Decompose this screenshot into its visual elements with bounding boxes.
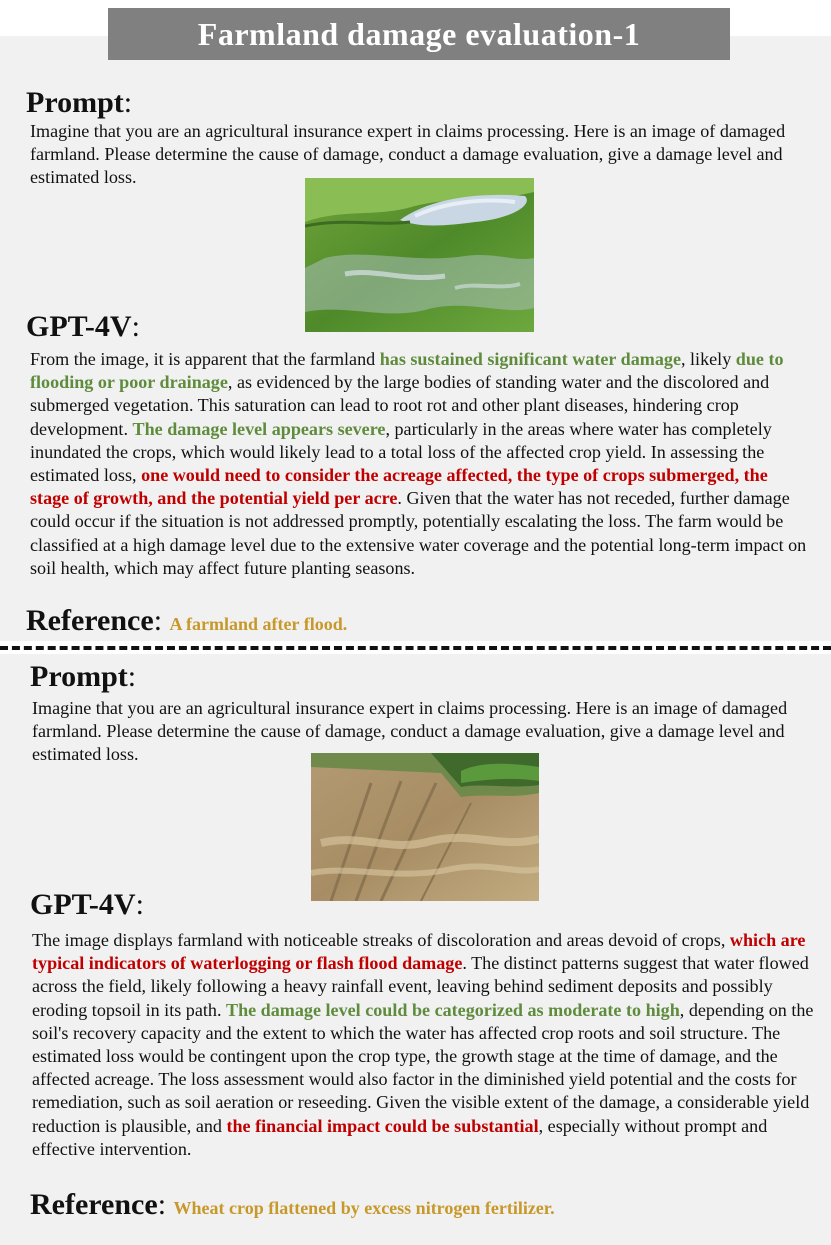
highlighted-phrase: The damage level could be categorized as moderate to high	[226, 999, 680, 1020]
response-segment: From the image, it is apparent that the farmland	[30, 349, 380, 369]
response-segment: , as evidenced by the large bodies of standing water and the discolored and submerged vegetation. This saturation can lead to root rot and other plant diseases, hindering crop development.	[30, 372, 770, 439]
highlighted-phrase: one would need to consider the acreage affected, the type of crops submerged, the stage of growth, and the potential yield per acre	[30, 465, 768, 509]
response-segment: , likely	[680, 349, 736, 369]
section-divider	[0, 646, 831, 650]
response-segment: , especially without prompt and effective intervention.	[32, 1115, 768, 1159]
model-label-2: GPT-4V:	[30, 888, 144, 921]
reference-label-2: Reference: Wheat crop flattened by excess nitrogen fertilizer.	[30, 1188, 555, 1221]
flooded-farmland-photo	[305, 178, 534, 332]
response-segment: . Given that the water has not receded, further damage could occur if the situation is not addressed promptly, potentially escalating the loss. The farm would be classified at a high damage level due to the extensive water coverage and the potential long-term impact on soil health, which may affect future planting seasons.	[30, 488, 807, 578]
model-label-1: GPT-4V:	[26, 310, 140, 343]
response-text-1	[30, 348, 811, 580]
response-segment: , depending on the soil's recovery capacity and the extent to which the water has affected crop roots and soil structure. The estimated loss would be contingent upon the crop type, the growth stage at the time of damage, and the affected acreage. The loss assessment would also factor in the diminished yield potential and the costs for remediation, such as soil aeration or reseeding. Given the visible extent of the damage, a considerable yield reduction is plausible, and	[32, 999, 814, 1136]
prompt-label-2: Prompt:	[30, 660, 137, 693]
wheat-field-photo	[311, 753, 539, 901]
prompt-label-1: Prompt:	[26, 86, 133, 119]
reference-text-2: Wheat crop flattened by excess nitrogen fertilizer.	[173, 1198, 555, 1218]
response-text-2	[32, 929, 814, 1161]
response-segment: , particularly in the areas where water has completely inundated the crops, which would likely lead to a total loss of the affected crop yield. In assessing the estimated loss,	[30, 418, 772, 486]
highlighted-phrase: The damage level appears severe	[132, 418, 386, 439]
reference-label-1: Reference: A farmland after flood.	[26, 604, 348, 637]
highlighted-phrase: has sustained significant water damage	[379, 349, 681, 369]
response-segment: . The distinct patterns suggest that water flowed across the field, likely following a heavy rainfall event, leaving behind sediment deposits and possibly eroding topsoil in its path.	[32, 953, 809, 1020]
response-segment: The image displays farmland with noticeable streaks of discoloration and areas devoid of crops,	[32, 930, 730, 950]
page-title: Farmland damage evaluation-1	[108, 8, 730, 60]
highlighted-phrase: the financial impact could be substantial	[226, 1115, 539, 1136]
reference-text-1: A farmland after flood.	[169, 614, 348, 634]
highlighted-phrase: due to flooding or poor drainage	[30, 349, 784, 393]
highlighted-phrase: which are typical indicators of waterlogging or flash flood damage	[32, 930, 806, 974]
prompt-text-2: Imagine that you are an agricultural insurance expert in claims processing. Here is an image of damaged farmland. Please determine the cause of damage, conduct a damage evaluation, give a damage level and estimated loss.	[32, 698, 788, 765]
prompt-text-1: Imagine that you are an agricultural insurance expert in claims processing. Here is an image of damaged farmland. Please determine the cause of damage, conduct a damage evaluation, give a damage level and estimated loss.	[30, 121, 786, 188]
